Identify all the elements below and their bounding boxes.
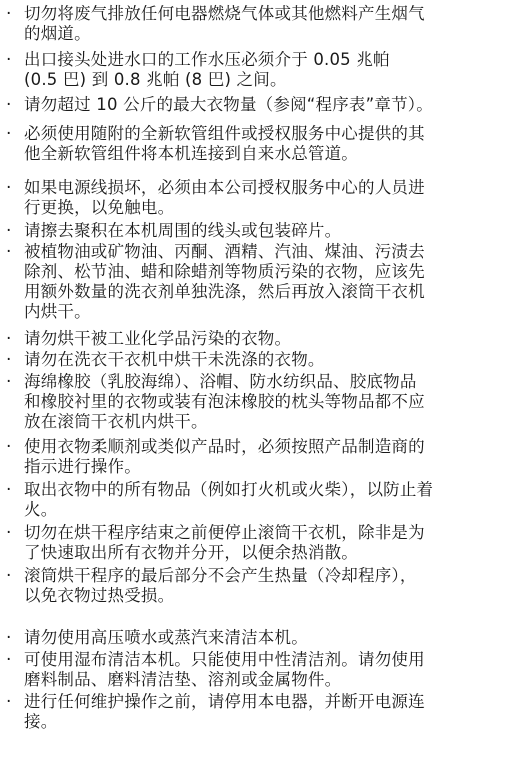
list-item-text: 取出衣物中的所有物品（例如打火机或火柴），以防止着 火。 [24, 480, 434, 519]
list-item-text: 切勿将废气排放任何电器燃烧气体或其他燃料产生烟气 的烟道。 [24, 4, 425, 43]
list-item-text: 使用衣物柔顺剂或类似产品时，必须按照产品制造商的 指示进行操作。 [24, 437, 425, 476]
bullet: · [6, 372, 12, 392]
list-item-text: 可使用湿布清洁本机。只能使用中性清洁剂。请勿使用 磨料制品、磨料清洁垫、溶剂或金属物件。 [24, 650, 425, 689]
bullet: · [6, 480, 12, 500]
list-item-text: 被植物油或矿物油、丙酮、酒精、汽油、煤油、污渍去 除剂、松节油、蜡和除蜡剂等物质污染的衣物，应该先 用额外数量的洗衣剂单独洗涤，然后再放入滚筒干衣机 内烘干。 [24, 242, 425, 321]
list-item-text: 请擦去聚积在本机周围的线头或包装碎片。 [24, 221, 342, 240]
list-item-text: 出口接头处进水口的工作水压必须介于 0.05 兆帕 (0.5 巴) 到 0.8 兆帕 (8 巴) 之间。 [24, 50, 390, 89]
bullet: · [6, 523, 12, 543]
bullet: · [6, 4, 12, 24]
bullet: · [6, 650, 12, 670]
list-item-text: 进行任何维护操作之前，请停用本电器，并断开电源连 接。 [24, 692, 425, 731]
bullet: · [6, 350, 12, 370]
list-item-text: 请勿烘干被工业化学品污染的衣物。 [24, 329, 292, 348]
bullet: · [6, 178, 12, 198]
bullet: · [6, 50, 12, 70]
list-item-text: 请勿在洗衣干衣机中烘干未洗涤的衣物。 [24, 350, 325, 369]
bullet: · [6, 242, 12, 262]
list-item-text: 请勿使用高压喷水或蒸汽来清洁本机。 [24, 628, 308, 647]
list-item-text: 必须使用随附的全新软管组件或授权服务中心提供的其 他全新软管组件将本机连接到自来水总管道。 [24, 124, 425, 163]
list-item-text: 如果电源线损坏，必须由本公司授权服务中心的人员进 行更换，以免触电。 [24, 178, 425, 217]
list-item-text: 请勿超过 10 公斤的最大衣物量（参阅“程序表”章节）。 [24, 95, 433, 114]
bullet: · [6, 221, 12, 241]
list-item-text: 滚筒烘干程序的最后部分不会产生热量（冷却程序）， 以免衣物过热受损。 [24, 566, 417, 605]
list-item-text: 切勿在烘干程序结束之前便停止滚筒干衣机，除非是为 了快速取出所有衣物并分开，以便余热消散。 [24, 523, 425, 562]
bullet: · [6, 566, 12, 586]
bullet: · [6, 692, 12, 712]
bullet: · [6, 437, 12, 457]
bullet: · [6, 329, 12, 349]
bullet: · [6, 628, 12, 648]
bullet: · [6, 124, 12, 144]
list-item-text: 海绵橡胶（乳胶海绵）、浴帽、防水纺织品、胶底物品 和橡胶衬里的衣物或装有泡沫橡胶的枕头等物品都不应 放在滚筒干衣机内烘干。 [24, 372, 425, 431]
bullet: · [6, 95, 12, 115]
